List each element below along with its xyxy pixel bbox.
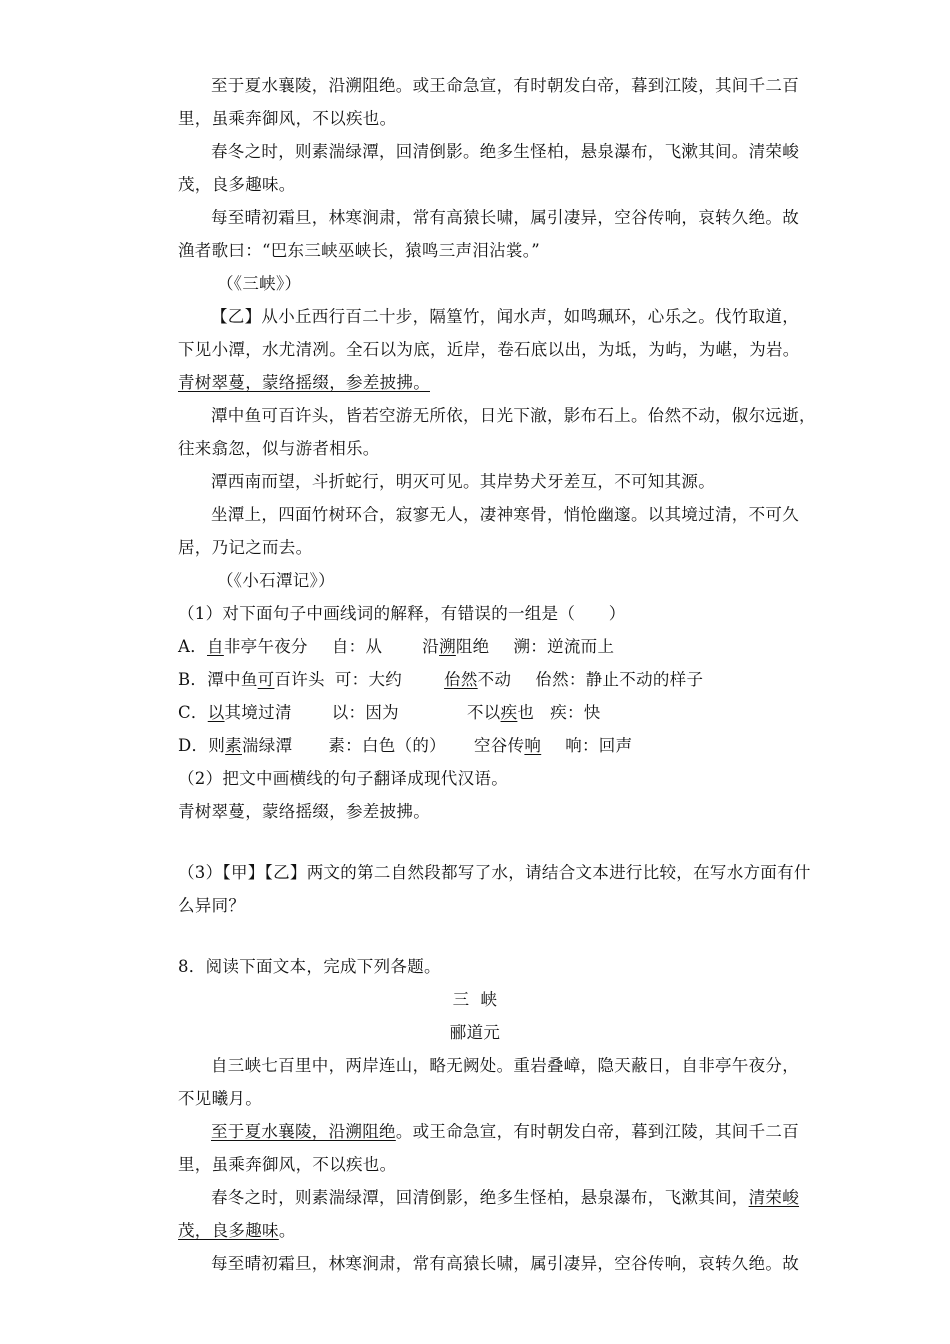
jia-p4-line1: 每至晴初霜旦，林寒涧肃，常有高猿长啸，属引凄异，空谷传响，哀转久绝。故 (211, 208, 799, 227)
q8-p1-line1: 自三峡七百里中，两岸连山，略无阙处。重岩叠嶂，隐天蔽日，自非亭午夜分， (211, 1056, 799, 1075)
yi-p4-line1: 坐潭上，四面竹树环合，寂寥无人，凄神寒骨，悄怆幽邃。以其境过清，不可久 (211, 505, 799, 524)
yi-p1-line1: 【乙】从小丘西行百二十步，隔篁竹，闻水声，如鸣珮环，心乐之。伐竹取道， (211, 307, 799, 326)
jia-p3-line2: 茂，良多趣味。 (178, 175, 296, 194)
question-2-sentence: 青树翠蔓，蒙络摇缀，参差披拂。 (178, 802, 430, 821)
passage-title: 三 峡 (452, 990, 498, 1009)
yi-p3-line1: 潭西南而望，斗折蛇行，明灭可见。其岸势犬牙差互，不可知其源。 (211, 472, 715, 491)
underlined-sentence: 青树翠蔓，蒙络摇缀，参差披拂。 (178, 373, 430, 392)
underlined-phrase: 茂，良多趣味 (178, 1221, 279, 1240)
yi-p1-line2: 下见小潭，水尤清冽。全石以为底，近岸，卷石底以出，为坻，为屿，为嵁，为岩。 (178, 340, 800, 359)
underlined-phrase: 清荣峻 (748, 1188, 800, 1207)
jia-p4-line2: 渔者歌曰：“巴东三峡巫峡长，猿鸣三声泪沾裳。” (178, 241, 541, 260)
yi-p4-line2: 居，乃记之而去。 (178, 538, 313, 557)
yi-p1-line3 (178, 369, 430, 393)
underlined-phrase: 至于夏水襄陵，沿溯阻绝 (211, 1122, 396, 1141)
q8-p1-line2: 不见曦月。 (178, 1089, 262, 1108)
yi-source: （《小石潭记》） (217, 571, 335, 590)
q8-p2-line2: 里，虽乘奔御风，不以疾也。 (178, 1155, 397, 1174)
jia-p2-line1: 至于夏水襄陵，沿溯阻绝。或王命急宣，有时朝发白帝，暮到江陵，其间千二百 (211, 76, 799, 95)
question-1: （1）对下面句子中画线词的解释，有错误的一组是（ ） (178, 604, 626, 623)
yi-p2-line1: 潭中鱼可百许头，皆若空游无所依，日光下澈，影布石上。佁然不动，俶尔远逝， (211, 406, 816, 425)
q8-p2-line1: 至于夏水襄陵，沿溯阻绝。或王命急宣，有时朝发白帝，暮到江陵，其间千二百 (211, 1122, 800, 1141)
option-d: D．则素湍绿潭 素：白色（的） 空谷传响 响：回声 (178, 736, 633, 755)
jia-source: （《三峡》） (217, 274, 302, 293)
q8-p3-line2: 茂，良多趣味。 (178, 1221, 296, 1240)
passage-author: 郦道元 (449, 1023, 501, 1042)
option-b: B．潭中鱼可百许头 可：大约 佁然不动 佁然：静止不动的样子 (178, 670, 704, 689)
question-3-line2: 么异同？ (178, 896, 246, 915)
option-c: C．以其境过清 以：因为 不以疾也 疾：快 (178, 703, 601, 722)
option-a: A．自非亭午夜分 自：从 沿溯阻绝 溯：逆流而上 (178, 637, 615, 656)
question-3-line1: （3）【甲】【乙】两文的第二自然段都写了水，请结合文本进行比较，在写水方面有什 (178, 863, 811, 882)
question-8-intro: 8．阅读下面文本，完成下列各题。 (178, 957, 441, 976)
q8-p4-line1: 每至晴初霜旦，林寒涧肃，常有高猿长啸，属引凄异，空谷传响，哀转久绝。故 (211, 1254, 799, 1273)
question-2: （2）把文中画横线的句子翻译成现代汉语。 (178, 769, 508, 788)
yi-p2-line2: 往来翕忽，似与游者相乐。 (178, 439, 380, 458)
jia-p2-line2: 里，虽乘奔御风，不以疾也。 (178, 109, 397, 128)
jia-p3-line1: 春冬之时，则素湍绿潭，回清倒影。绝多生怪柏，悬泉瀑布，飞漱其间。清荣峻 (211, 142, 799, 161)
q8-p3-line1: 春冬之时，则素湍绿潭，回清倒影，绝多生怪柏，悬泉瀑布，飞漱其间，清荣峻 (211, 1188, 800, 1207)
